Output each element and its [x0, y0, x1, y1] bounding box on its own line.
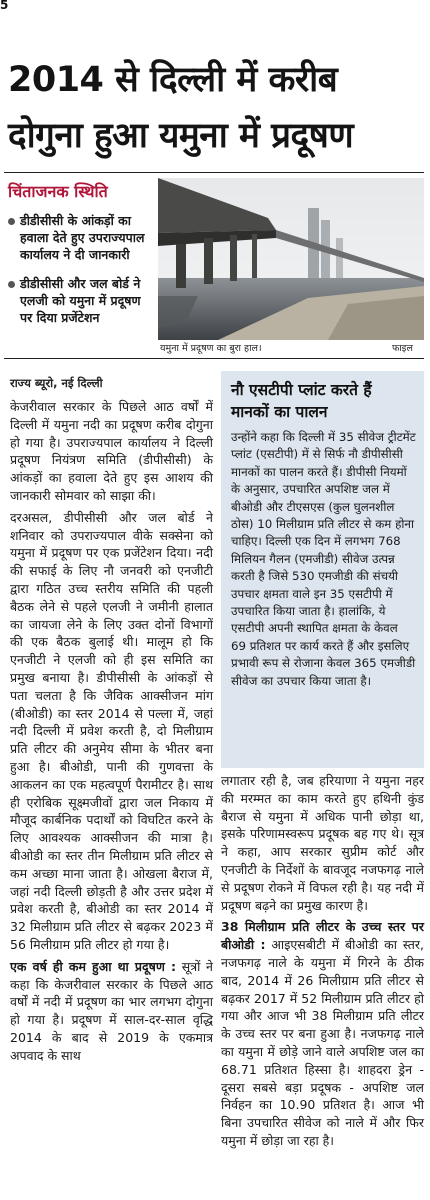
paragraph-text: सूत्रों ने कहा कि केजरीवाल सरकार के पिछले आठ वर्षों में नदी में प्रदूषण का भार लगभग दोगुना हो गया है। प्रदूषण में साल-दर-साल वृद्धि 2014 के बाद से 2019 के एकमात्र अपवाद के साथ: [10, 958, 213, 1063]
photo-illustration: [158, 178, 424, 340]
section-divider: [4, 358, 424, 359]
bullet-icon: [8, 281, 15, 288]
left-column: [10, 398, 213, 1068]
byline: राज्य ब्यूरो, नई दिल्ली: [10, 376, 103, 390]
headline-line-2: दोगुना हुआ यमुना में प्रदूषण: [8, 116, 354, 156]
headline-divider: [4, 172, 424, 173]
infobox-body: उन्होंने कहा कि दिल्ली में 35 सीवेज ट्रीटमेंट प्लांट (एसटीपी) में से सिर्फ नौ डीपीसीसी मानकों का पालन करते हैं। डीपीसी नियमों के अनुसार, उपचारित अपशिष्ट जल में बीओडी और टीएसएस (कुल घुलनशील ठोस) 10 मिलीग्राम प्रति लीटर से कम होना चाहिए। दिल्ली एक दिन में लगभग 768 मिलियन गैलन (एमजीडी) सीवेज उत्पन्न करती है जिसे 530 एमजीडी की संचयी उपचार क्षमता वाले इन 35 एसटीपी में उपचारित किया जाता है। हालांकि, ये एसटीपी अपनी स्थापित क्षमता के केवल 69 प्रतिशत पर कार्य करते हैं और इसलिए प्रभावी रूप से रोजाना केवल 365 एमजीडी सीवेज का उपचार किया जाता है।: [231, 430, 416, 688]
yamuna-bridge-photo: [158, 178, 424, 340]
photo-caption: यमुना में प्रदूषण का बुरा हाल।: [160, 343, 262, 354]
subhead: 38 मिलीग्राम प्रति लीटर के उच्च स्तर पर बीओडी :: [221, 919, 424, 953]
paragraph-text: आइएसबीटी में बीओडी का स्तर, नजफगढ़ नाले के यमुना में गिरने के ठीक बाद, 2014 में 26 मिलीग्राम प्रति लीटर से बढ़कर 2017 में 52 मिलीग्राम प्रति लीटर हो गया और आज भी 38 मिलीग्राम प्रति लीटर के उच्च स्तर पर बना हुआ है। नजफगढ़ नाले का यमुना में छोड़े जाने वाले अपशिष्ट जल का 68.71 प्रतिशत हिस्सा है। शाहदरा ड्रेन - दूसरा सबसे बड़ा प्रदूषक - अपशिष्ट जल निर्वहन का 10.90 प्रतिशत है। आज भी बिना उपचारित सीवेज को नाले में और फिर यमुना में छोड़ा जा रहा है।: [221, 937, 424, 1148]
headline-line-1: 2014 से दिल्ली में करीब: [8, 60, 338, 100]
sidebar-item-text: डीडीसीसी और जल बोर्ड ने एलजी को यमुना में प्रदूषण पर दिया प्रजेंटेशन: [20, 276, 141, 325]
highlights-sidebar: [6, 180, 156, 350]
photo-credit: फाइल: [392, 343, 413, 354]
right-column: [221, 772, 424, 1154]
page-marker: 5: [0, 0, 9, 12]
headline: [8, 52, 422, 164]
sidebar-item: [6, 275, 156, 326]
paragraph: दरअसल, डीपीसीसी और जल बोर्ड ने शनिवार को उपराज्यपाल वीके सक्सेना को यमुना में प्रदूषण पर एक प्रजेंटेशन दिया। नदी की सफाई के लिए नौ जनवरी को एनजीटी द्वारा गठित उच्च स्तरीय समिति की पहली बैठक लेने से पहले एलजी ने जमीनी हालात का जायजा लेने के लिए उक्त दोनों विभागों की एक बैठक बुलाई थी। मालूम हो कि एनजीटी ने एलजी को ही इस समिति का प्रमुख बनाया है। डीपीसीसी के आंकड़ों से पता चलता है कि जैविक आक्सीजन मांग (बीओडी) का स्तर 2014 से पल्ला में, जहां नदी दिल्ली में प्रवेश करती है, दो मिलीग्राम प्रति लीटर की अनुमेय सीमा के भीतर बना हुआ है। बीओडी, पानी की गुणवत्ता के आकलन का एक महत्वपूर्ण पैरामीटर है। साथ ही एरोबिक सूक्ष्मजीवों द्वारा जल निकाय में मौजूद कार्बनिक पदार्थों को विघटित करने के लिए आवश्यक आक्सीजन की मात्रा है। बीओडी का स्तर तीन मिलीग्राम प्रति लीटर से कम अच्छा माना जाता है। ओखला बैराज में, जहां नदी दिल्ली छोड़ती है और उत्तर प्रदेश में प्रवेश करती है, बीओडी का स्तर 2014 में 32 मिलीग्राम प्रति लीटर से बढ़कर 2023 में 56 मिलीग्राम प्रति लीटर हो गया है।: [10, 509, 213, 952]
paragraph: केजरीवाल सरकार के पिछले आठ वर्षों में दिल्ली में यमुना नदी का प्रदूषण करीब दोगुना हो गया है। उपराज्यपाल कार्यालय ने दिल्ली प्रदूषण नियंत्रण समिति (डीपीसीसी) के आंकड़ों का हवाला देते हुए इस आशय की जानकारी सोमवार को साझा की।: [10, 399, 213, 503]
stp-infobox: [221, 371, 424, 768]
sidebar-title: चिंताजनक स्थिति: [8, 182, 108, 201]
paragraph: [221, 918, 424, 1149]
bullet-icon: [8, 218, 15, 225]
sidebar-item: [6, 212, 156, 263]
paragraph: लगातार रही है, जब हरियाणा ने यमुना नहर की मरम्मत का काम करते हुए हथिनी कुंड बैराज से यमुना में अधिक पानी छोड़ा था, इसके परिणामस्वरूप प्रदूषक बह गए थे। सूत्र ने कहा, आप सरकार सुप्रीम कोर्ट और एनजीटी के निर्देशों के बावजूद नजफगढ़ नाले से प्रदूषण रोकने में विफल रही है। यह नदी में प्रदूषण बढ़ने का प्रमुख कारण है।: [221, 773, 424, 913]
sidebar-item-text: डीडीसीसी के आंकड़ों का हवाला देते हुए उपराज्यपाल कार्यालय ने दी जानकारी: [20, 213, 145, 262]
paragraph: [10, 958, 213, 1065]
infobox-title: नौ एसटीपी प्लांट करते हैं मानकों का पालन: [231, 381, 372, 421]
subhead: एक वर्ष ही कम हुआ था प्रदूषण :: [10, 958, 177, 974]
